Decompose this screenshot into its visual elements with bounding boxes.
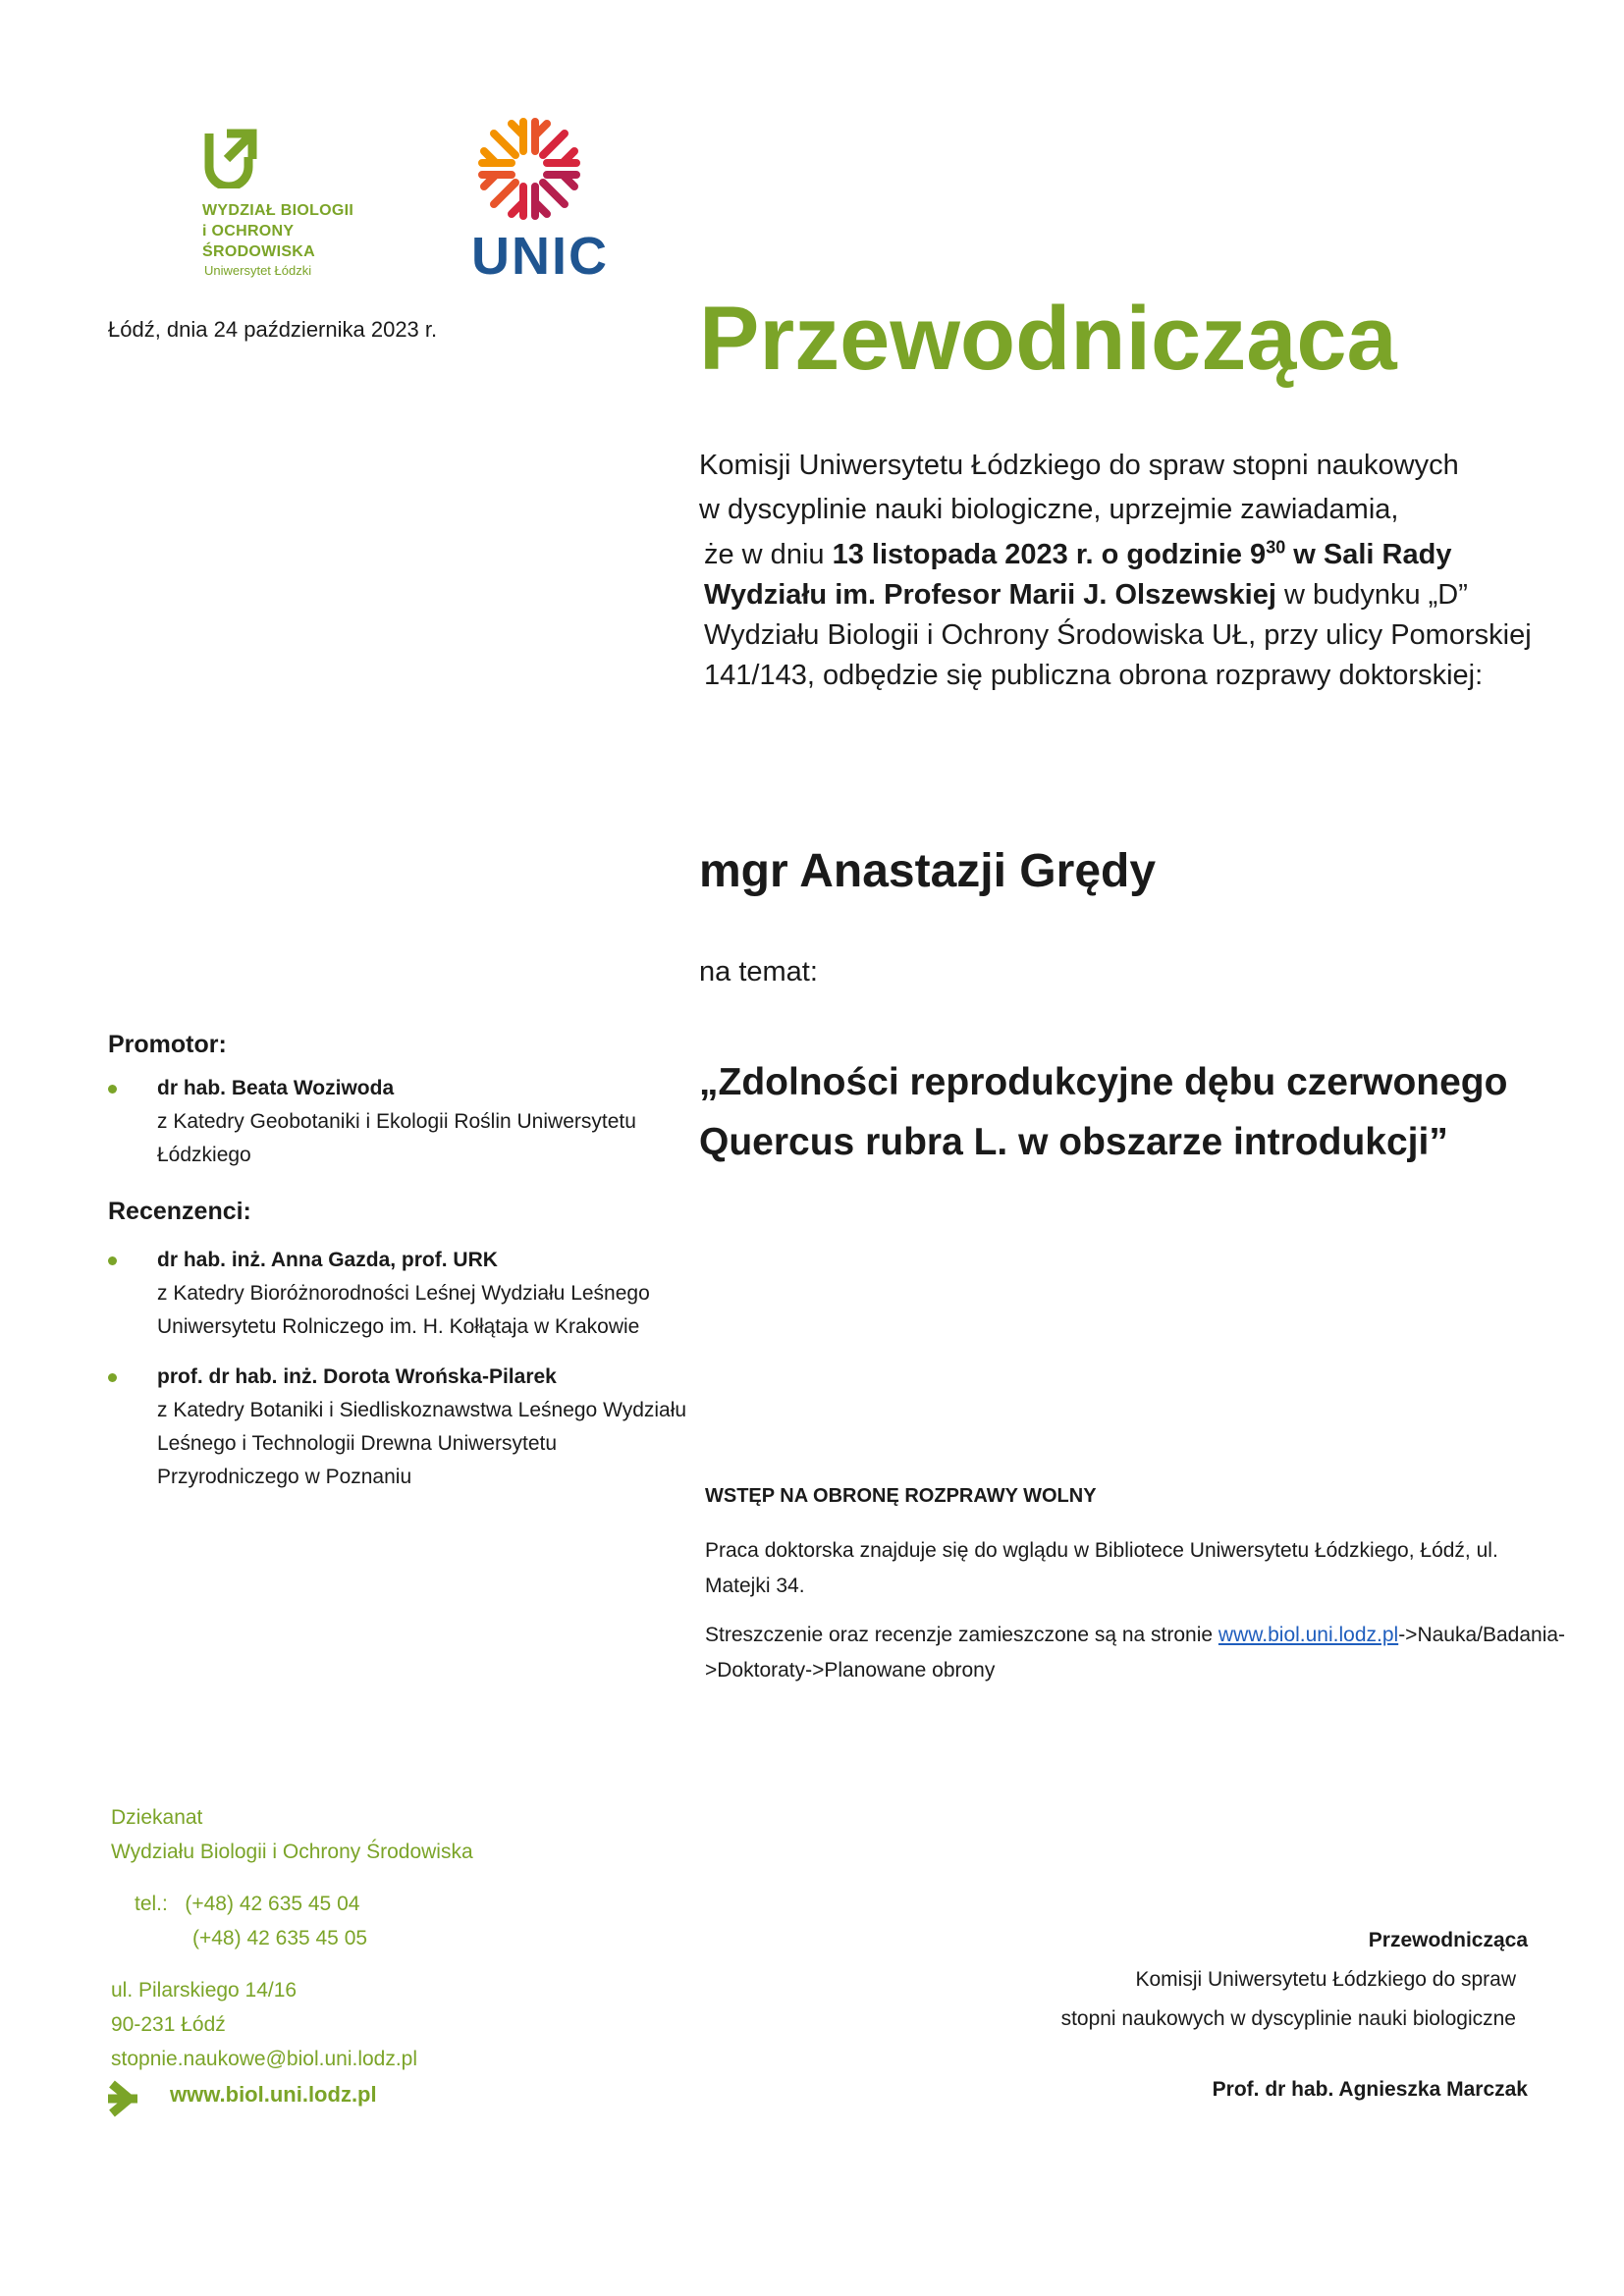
library-note: Praca doktorska znajduje się do wglądu w Bibliotece Uniwersytetu Łódzkiego, Łódź, ul. Matejki 34. [705, 1539, 1498, 1597]
faculty-arrow-icon [201, 128, 260, 188]
faculty-website[interactable]: www.biol.uni.lodz.pl [170, 2082, 377, 2107]
defense-location: w budynku „D” Wydziału Biologii i Ochrony Środowiska UŁ, przy ulicy Pomorskiej 141/143, odbędzie się publiczna obrona rozprawy doktorskiej: [704, 579, 1532, 691]
entry-notice: WSTĘP NA OBRONĘ ROZPRAWY WOLNY [705, 1485, 1097, 1507]
intro-text [699, 444, 1563, 532]
candidate-name: mgr Anastazji Grędy [699, 845, 1157, 897]
promotor-item [108, 1072, 697, 1172]
intro-line-1: Komisji Uniwersytetu Łódzkiego do spraw stopni naukowych [699, 450, 1459, 481]
thesis-title: „Zdolności reprodukcyjne dębu czerwonego Quercus rubra L. w obszarze introdukcji” [699, 1061, 1508, 1163]
reviewer-affiliation: z Katedry Bioróżnorodności Leśnej Wydziału Leśnego Uniwersytetu Rolniczego im. H. Kołłątaja w Krakowie [157, 1282, 650, 1338]
contact-email[interactable]: stopnie.naukowe@biol.uni.lodz.pl [111, 2048, 418, 2070]
contact-city: 90-231 Łódź [111, 2013, 226, 2036]
signature-name: Prof. dr hab. Agnieszka Marczak [1212, 2078, 1528, 2101]
contact-phones [135, 1887, 367, 1955]
intro-announcement [704, 535, 1568, 696]
reviewer-name: prof. dr hab. inż. Dorota Wrońska-Pilarek [157, 1365, 557, 1388]
contact-address [111, 1973, 417, 2076]
faculty-website-link[interactable]: www.biol.uni.lodz.pl [1218, 1624, 1399, 1646]
reviewer-affiliation: z Katedry Botaniki i Siedliskoznawstwa Leśnego Wydziału Leśnego i Technologii Drewna Uniwersytetu Przyrodniczego w Poznaniu [157, 1399, 687, 1488]
contact-office-label: Dziekanat [111, 1806, 203, 1829]
reviewer-item [108, 1244, 697, 1344]
faculty-logo-university: Uniwersytet Łódzki [204, 263, 312, 278]
intro-line-2: w dyscyplinie nauki biologiczne, uprzejmie zawiadamia, [699, 494, 1399, 525]
signature-line-1: Komisji Uniwersytetu Łódzkiego do spraw [1135, 1968, 1516, 1991]
reviewers-heading: Recenzenci: [108, 1198, 251, 1225]
summary-note-text: Streszczenie oraz recenzje zamieszczone są na stronie [705, 1624, 1218, 1646]
faculty-logo [201, 128, 388, 285]
bullet-icon [108, 1085, 117, 1094]
promotor-name: dr hab. Beata Woziwoda [157, 1077, 395, 1099]
promotor-heading: Promotor: [108, 1031, 227, 1058]
reviewer-item [108, 1361, 697, 1494]
bullet-icon [108, 1373, 117, 1382]
summary-note-path: ->Nauka/Badania->Doktoraty->Planowane obrony [705, 1624, 1566, 1682]
tel-number-2[interactable]: (+48) 42 635 45 05 [192, 1927, 368, 1949]
intro-prefix: że w dniu [704, 539, 833, 570]
defense-minutes: 30 [1266, 537, 1286, 558]
contact-faculty: Wydziału Biologii i Ochrony Środowiska [111, 1841, 473, 1863]
document-date: Łódź, dnia 24 października 2023 r. [108, 317, 438, 342]
page-title: Przewodnicząca [699, 289, 1397, 389]
tel-label: tel.: [135, 1893, 168, 1915]
signature-line-2: stopni naukowych w dyscyplinie nauki biologiczne [1060, 2007, 1516, 2030]
contact-office [111, 1800, 473, 1869]
unic-sun-icon [467, 110, 595, 228]
defense-room: w Sali Rady Wydziału im. Profesor Marii J. Olszewskiej [704, 539, 1452, 611]
promotor-affiliation: z Katedry Geobotaniki i Ekologii Roślin Uniwersytetu Łódzkiego [157, 1110, 636, 1166]
bullet-icon [108, 1256, 117, 1265]
topic-label: na temat: [699, 956, 818, 988]
faculty-logo-name: WYDZIAŁ BIOLOGII i OCHRONY ŚRODOWISKA [202, 202, 354, 260]
reviewer-name: dr hab. inż. Anna Gazda, prof. URK [157, 1249, 498, 1271]
tel-number-1[interactable]: (+48) 42 635 45 04 [185, 1893, 360, 1915]
unic-logo-text: UNIC [471, 227, 609, 286]
arrow-right-icon [108, 2078, 145, 2119]
defense-datetime: 13 listopada 2023 r. o godzinie 9 [832, 539, 1267, 570]
signature-title: Przewodnicząca [1368, 1929, 1528, 1951]
unic-logo [467, 110, 609, 287]
summary-note [705, 1618, 1569, 1688]
contact-street: ul. Pilarskiego 14/16 [111, 1979, 298, 2002]
